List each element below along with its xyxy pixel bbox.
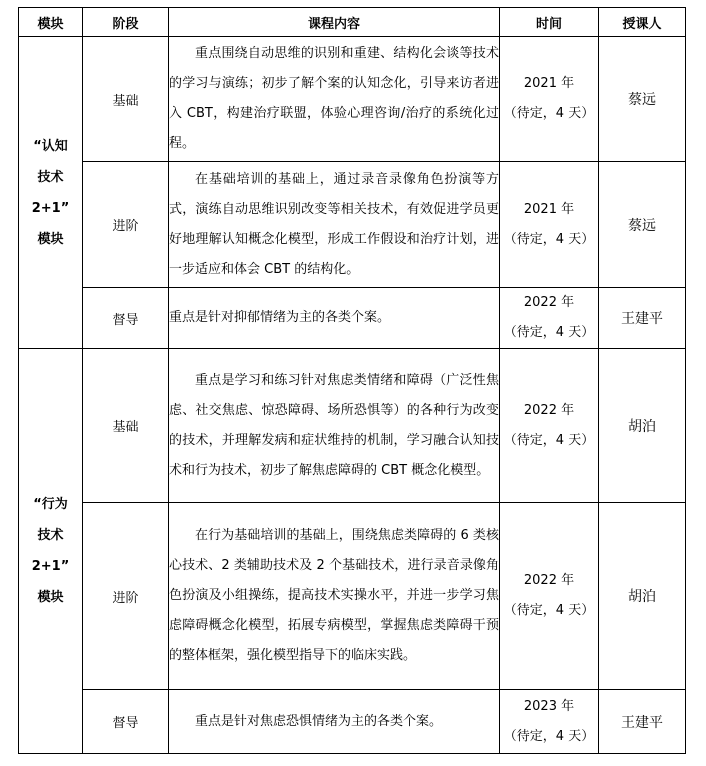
table-row xyxy=(19,690,686,754)
teacher-cell: 王建平 xyxy=(599,690,686,754)
teacher-cell: 蔡远 xyxy=(599,37,686,162)
time-note: （待定，4 天） xyxy=(503,432,595,448)
teacher-cell: 胡泊 xyxy=(599,503,686,690)
time-note: （待定，4 天） xyxy=(503,106,595,121)
stage-cell: 进阶 xyxy=(83,503,169,690)
header-teacher: 授课人 xyxy=(599,8,686,37)
time-note: （待定，4 天） xyxy=(503,603,595,618)
time-year: 2022 年 xyxy=(523,295,575,310)
time-cell xyxy=(500,37,599,162)
teacher-cell: 胡泊 xyxy=(599,349,686,503)
table-row xyxy=(19,503,686,690)
time-year: 2021 年 xyxy=(523,76,575,91)
header-row xyxy=(19,8,686,37)
header-module: 模块 xyxy=(19,8,83,37)
stage-cell: 基础 xyxy=(83,37,169,162)
table-row xyxy=(19,37,686,162)
stage-cell: 督导 xyxy=(83,288,169,349)
table-row xyxy=(19,288,686,349)
table-row xyxy=(19,162,686,288)
time-year: 2021 年 xyxy=(523,201,575,217)
content-cell xyxy=(169,37,500,162)
module-label-line: 2+1” xyxy=(31,559,70,574)
table-row xyxy=(19,349,686,503)
time-cell xyxy=(500,349,599,503)
module-label-line: 模块 xyxy=(37,231,64,247)
time-cell xyxy=(500,162,599,288)
time-cell xyxy=(500,690,599,754)
time-note: （待定，4 天） xyxy=(503,231,595,247)
content-text: 重点围绕自动思维的识别和重建、结构化会谈等技术的学习与演练；初步了解个案的认知念化，引导来访者进入 CBT，构建治疗联盟，体验心理咨询/治疗的系统化过程。 xyxy=(169,46,499,151)
content-text: 在基础培训的基础上，通过录音录像角色扮演等方式，演练自动思维识别改变等相关技术，有效促进学员更好地理解认知概念化模型，形成工作假设和治疗计划，进一步适应和体会 CBT 的结构化。 xyxy=(169,171,499,277)
module-label-line: 2+1” xyxy=(31,200,70,216)
content-text: 重点是学习和练习针对焦虑类情绪和障碍（广泛性焦虑、社交焦虑、惊恐障碍、场所恐惧等）的各种行为改变的技术，并理解发病和症状维持的机制，学习融合认知技术和行为技术，初步了解焦虑障碍的 CBT 概念化模型。 xyxy=(169,372,499,478)
header-content: 课程内容 xyxy=(169,8,500,37)
module-label-line: 技术 xyxy=(37,528,64,543)
module-label-line: 模块 xyxy=(37,590,64,605)
header-stage: 阶段 xyxy=(83,8,169,37)
time-note: （待定，4 天） xyxy=(503,728,595,744)
content-cell xyxy=(169,349,500,503)
module-label-line: 技术 xyxy=(37,169,64,185)
time-year: 2023 年 xyxy=(523,698,575,714)
time-cell xyxy=(500,288,599,349)
content-text: 重点是针对焦虑恐惧情绪为主的各类个案。 xyxy=(195,713,443,729)
header-time: 时间 xyxy=(500,8,599,37)
module-label-line: “认知 xyxy=(33,138,68,154)
module-cognitive-label xyxy=(19,37,83,349)
time-year: 2022 年 xyxy=(523,402,575,418)
course-schedule-table xyxy=(18,7,686,754)
teacher-cell: 蔡远 xyxy=(599,162,686,288)
content-text: 重点是针对抑郁情绪为主的各类个案。 xyxy=(169,310,391,325)
time-cell xyxy=(500,503,599,690)
stage-cell: 基础 xyxy=(83,349,169,503)
content-cell xyxy=(169,503,500,690)
stage-cell: 进阶 xyxy=(83,162,169,288)
teacher-cell: 王建平 xyxy=(599,288,686,349)
content-cell xyxy=(169,288,500,349)
content-cell xyxy=(169,162,500,288)
time-year: 2022 年 xyxy=(523,573,575,588)
content-text: 在行为基础培训的基础上，围绕焦虑类障碍的 6 类核心技术、2 类辅助技术及 2 个基础技术，进行录音录像角色扮演及小组操练，提高技术实操水平，并进一步学习焦虑障碍概念化模型，拓展专病模型，掌握焦虑类障碍干预的整体框架，强化模型指导下的临床实践。 xyxy=(169,528,499,663)
content-cell xyxy=(169,690,500,754)
time-note: （待定，4 天） xyxy=(503,325,595,340)
stage-cell: 督导 xyxy=(83,690,169,754)
module-label-line: “行为 xyxy=(33,497,68,512)
module-behavioral-label xyxy=(19,349,83,754)
